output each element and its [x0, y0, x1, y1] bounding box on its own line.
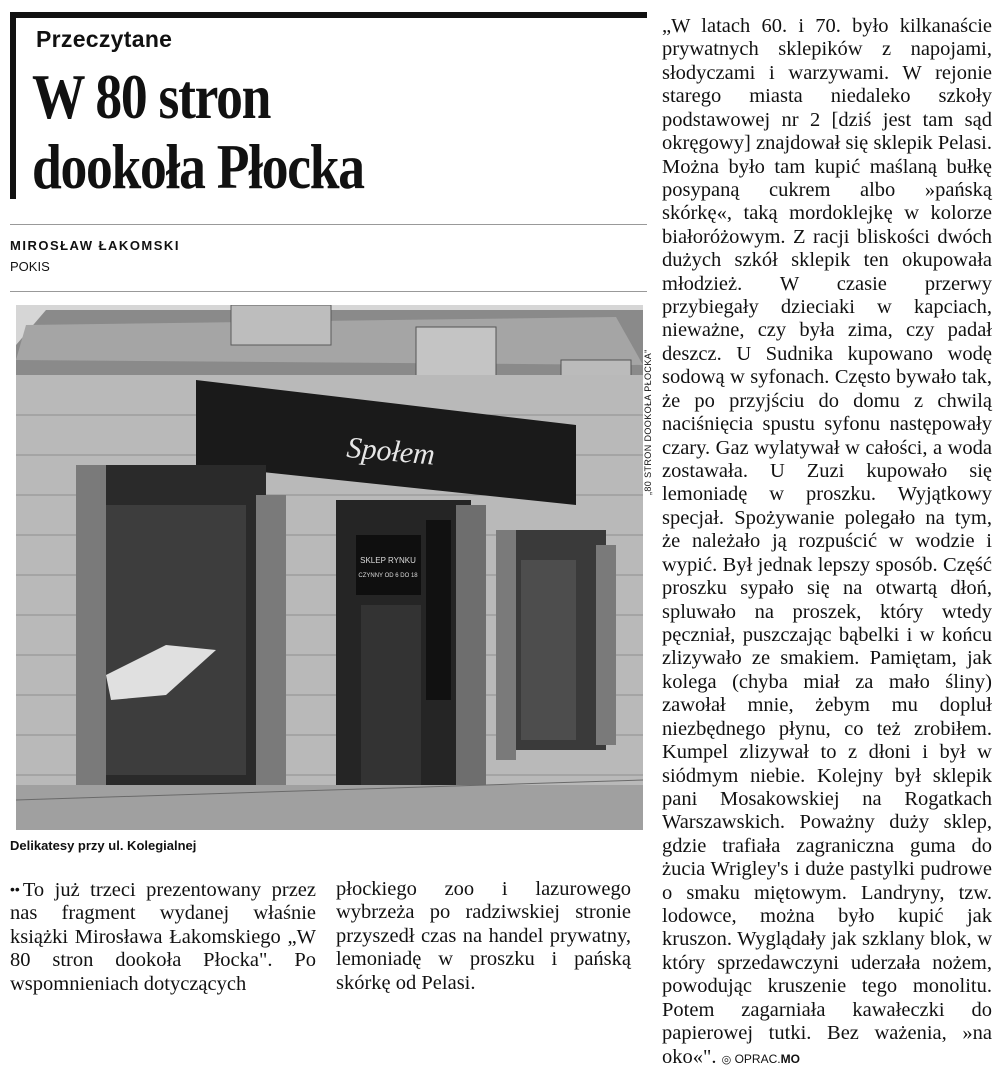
article-col2-text: płockiego zoo i lazurowego wybrzeża po radziwskiej stronie przyszedł czas na handel prywatny, lemoniadę w proszku i pańską skórkę od Pelasi.: [336, 878, 631, 994]
signoff-prefix: OPRAC.: [734, 1051, 781, 1066]
lead-marker: ••: [10, 881, 20, 897]
shopfront-illustration: [16, 305, 643, 830]
article-column-1: [10, 878, 316, 996]
signoff-initials: MO: [780, 1051, 800, 1066]
divider-rule: [10, 291, 647, 292]
article-quote-text: „W latach 60. i 70. było kilkanaście prywatnych sklepików z napojami, słodyczami i warzywami. W rejonie starego miasta niedaleko szkoły podstawowej nr 2 [dziś jest tam sąd okręgowy] znajdował się sklepik Pelasi. Można było tam kupić maślaną bułkę posypaną cukrem albo »pańską skórkę«, taką mordoklejkę w kolorze białoróżowym. Z racji bliskości dwóch dużych szkół sklepik ten okupowała młodzież. W czasie przerwy przybiegały dzieciaki w kapciach, nieważne, czy była zima, czy padał deszcz. U Sudnika kupowano wodę sodową w syfonach. Często bywało tak, że po przyjściu do domu z chwilą naciśnięcia spustu syfonu następowały czary. Gaz wylatywał w całości, a woda zostawała. U Zuzi kupowało się lemoniadę w proszku. Wyjątkowy specjał. Spożywanie polegało na tym, że należało ją rozpuścić w wodzie i wypić. Był jednak lepszy sposób. Część proszku sypało się na otwartą dłoń, spluwało na proszek, który wtedy pęczniał, puszczając bąbelki i w końcu zlizywało ze smakiem. Pamiętam, jak kolega (chyba miał za mało śliny) zawołał mnie, żebym mu dopluł niezbędnego płynu, co też zrobiłem. Kumpel zlizywał to z dłoni i był w siódmym niebie. Kolejny był sklepik pani Mosakowskiej na Rogatkach Warszawskich. Poważny duży sklep, gdzie trafiała zagraniczna guma do żucia Wrigley's i duże pastylki pudrowe o smaku miętowym. Landryny, tzw. lodowce, można było kupić jak kruszon. Wyglądały jak szklany blok, w który sprzedawczyni uderzała nożem, powodując kruszenie tego monolitu. Potem zagarniała kawałeczki do papierowej tutki. Bez ważenia, »na oko«".: [662, 15, 992, 1068]
article-column-2: [336, 878, 631, 995]
headline-line-1: W 80 stron: [32, 62, 271, 132]
header-top-rule: [10, 12, 647, 18]
byline-author: MIROSŁAW ŁAKOMSKI: [10, 238, 180, 253]
byline-organization: POKIS: [10, 259, 50, 274]
header-left-rule: [10, 12, 16, 199]
section-label: Przeczytane: [36, 26, 173, 52]
door-sign-line-1: SKLEP RYNKU: [360, 556, 416, 565]
signoff: [722, 1052, 800, 1066]
door-sign-line-2: CZYNNY OD 6 DO 18: [358, 573, 418, 579]
signoff-bullet-icon: ◎: [721, 1053, 732, 1066]
divider-rule: [10, 224, 647, 225]
article-column-3: [662, 15, 992, 1072]
photo-caption: Delikatesy przy ul. Kolegialnej: [10, 838, 197, 853]
headline-line-2: dookoła Płocka: [32, 132, 364, 202]
photo-credit: „80 STRON DOOKOŁA PŁOCKA": [643, 349, 653, 495]
headline: [32, 62, 542, 202]
shop-sign-text: Społem: [345, 431, 437, 472]
article-lead-text: To już trzeci prezentowany przez nas fragment wydanej właśnie książki Mirosława Łakomskiego „W 80 stron dookoła Płocka". Po wspomnieniach dotyczących: [10, 879, 316, 995]
shopfront-photo: [16, 305, 643, 830]
